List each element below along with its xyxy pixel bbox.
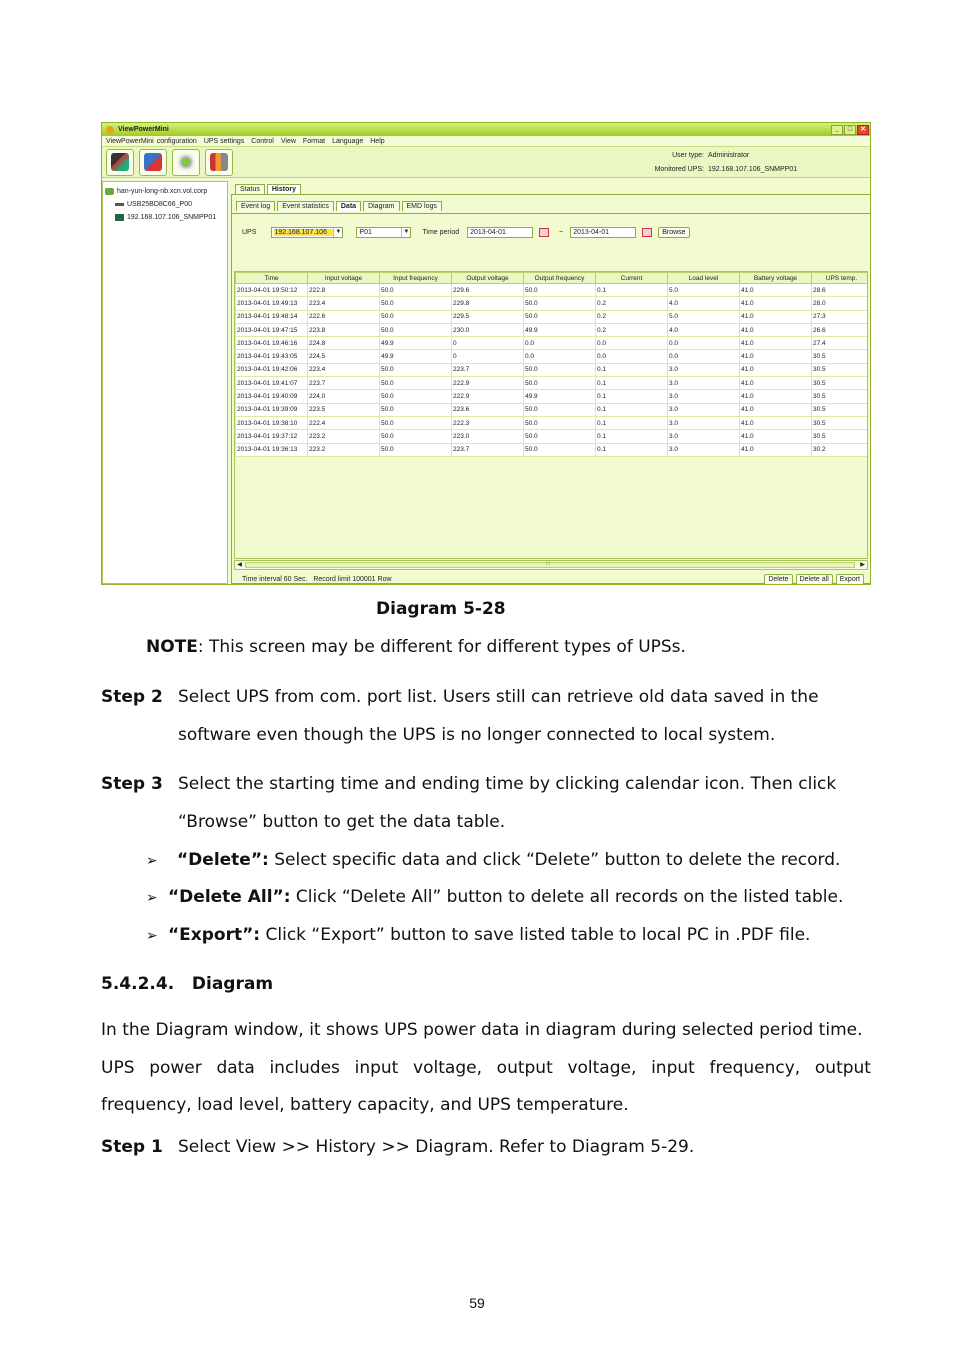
filter-bar: [242, 227, 690, 238]
data-table: [234, 271, 868, 559]
para-word: voltage,: [413, 1057, 482, 1078]
table-cell: 2013-04-01 19:40:09: [236, 390, 308, 403]
table-row[interactable]: [236, 390, 869, 403]
table-cell: 50.0: [380, 430, 452, 443]
app-icon: [106, 126, 114, 134]
table-cell: 230.0: [452, 323, 524, 336]
step-label: Step 2: [101, 687, 163, 707]
table-cell: 0.1: [596, 377, 668, 390]
table-cell: 222.9: [452, 390, 524, 403]
table-cell: 2013-04-01 19:46:16: [236, 337, 308, 350]
bullet-label: “Delete All”:: [168, 887, 291, 907]
step-2-continued: software even though the UPS is no longer connected to local system.: [178, 725, 776, 745]
tree-node-label: USB25BD8C66_P00: [127, 201, 192, 208]
table-cell: 229.5: [452, 310, 524, 323]
table-cell: 4.0: [668, 323, 740, 336]
delete-all-button[interactable]: Delete all: [796, 574, 833, 585]
table-cell: 50.0: [524, 363, 596, 376]
gear-icon: [177, 153, 195, 171]
column-header[interactable]: Load level: [668, 273, 740, 284]
table-cell: 3.0: [668, 416, 740, 429]
bullet-delete: [146, 850, 840, 871]
table-cell: 30.2: [812, 443, 869, 456]
table-cell: 0.0: [596, 350, 668, 363]
tab-status[interactable]: Status: [235, 184, 265, 194]
bullet-text: Click “Export” button to save listed table to local PC in .PDF file.: [260, 925, 811, 945]
table-cell: 50.0: [380, 443, 452, 456]
table-cell: 50.0: [380, 403, 452, 416]
table-cell: 223.0: [452, 430, 524, 443]
table-cell: 3.0: [668, 403, 740, 416]
bullet-delete-all: [146, 887, 843, 908]
scroll-right-icon[interactable]: ▶: [860, 562, 865, 568]
menu-bar: [102, 136, 870, 147]
table-cell: 41.0: [740, 337, 812, 350]
tab-data[interactable]: Data: [336, 201, 361, 211]
data-panel: [232, 213, 870, 583]
table-cell: 28.0: [812, 297, 869, 310]
table-cell: 5.0: [668, 284, 740, 297]
chevron-down-icon: ▼: [401, 228, 410, 237]
table-cell: 28.6: [812, 284, 869, 297]
step-text: Select UPS from com. port list. Users still can retrieve old data saved in the: [178, 687, 819, 707]
table-cell: 30.5: [812, 403, 869, 416]
table-row[interactable]: [236, 377, 869, 390]
table-cell: 3.0: [668, 430, 740, 443]
bullet-arrow-icon: ➢: [146, 853, 158, 869]
table-cell: 27.4: [812, 337, 869, 350]
tree-node-snmp[interactable]: [105, 211, 225, 224]
table-cell: 41.0: [740, 390, 812, 403]
table-cell: 30.5: [812, 390, 869, 403]
table-row[interactable]: [236, 416, 869, 429]
step-text: Select View >> History >> Diagram. Refer to Diagram 5-29.: [178, 1137, 695, 1157]
table-row[interactable]: [236, 337, 869, 350]
column-header[interactable]: Input voltage: [308, 273, 380, 284]
monitored-ups-label: Monitored UPS:: [654, 166, 704, 173]
chevron-down-icon: ▼: [333, 228, 342, 237]
tab-diagram[interactable]: Diagram: [363, 201, 399, 211]
ups-select-value: 192.168.107.106: [274, 229, 333, 236]
table-row[interactable]: [236, 323, 869, 336]
table-cell: 222.4: [308, 416, 380, 429]
column-header[interactable]: Current: [596, 273, 668, 284]
step-3-continued: “Browse” button to get the data table.: [178, 812, 506, 832]
table-cell: 3.0: [668, 363, 740, 376]
table-row[interactable]: [236, 284, 869, 297]
table-cell: 50.0: [524, 443, 596, 456]
table-cell: 0.1: [596, 363, 668, 376]
table-cell: 229.6: [452, 284, 524, 297]
monitored-ups-value: 192.168.107.106_SNMPP01: [708, 166, 798, 173]
table-cell: 3.0: [668, 377, 740, 390]
para-line: frequency, load level, battery capacity, and UPS temperature.: [101, 1095, 629, 1115]
settings-toolbar-button[interactable]: [172, 149, 200, 176]
table-cell: 0.0: [596, 337, 668, 350]
tab-event-log[interactable]: Event log: [236, 201, 275, 211]
bullet-text: Click “Delete All” button to delete all records on the listed table.: [290, 887, 844, 907]
calendar-icon[interactable]: [539, 228, 549, 237]
table-cell: 50.0: [380, 310, 452, 323]
network-icon: [115, 214, 124, 221]
step-3: [101, 774, 836, 794]
control-toolbar-button[interactable]: [205, 149, 233, 176]
step-1: [101, 1137, 694, 1157]
time-period-label: Time period: [422, 229, 460, 236]
table-cell: 49.9: [524, 323, 596, 336]
table-cell: 50.0: [524, 416, 596, 429]
tab-history[interactable]: History: [267, 184, 301, 194]
table-cell: 50.0: [380, 284, 452, 297]
table-cell: 50.0: [524, 403, 596, 416]
column-header[interactable]: Time: [236, 273, 308, 284]
table-cell: 224.8: [308, 337, 380, 350]
table-cell: 223.6: [452, 403, 524, 416]
column-header[interactable]: Output voltage: [452, 273, 524, 284]
section-heading: 5.4.2.4. Diagram: [101, 974, 274, 994]
table-cell: 222.8: [308, 284, 380, 297]
table-cell: 0.1: [596, 443, 668, 456]
table-cell: 0.0: [524, 337, 596, 350]
column-header[interactable]: Battery voltage: [740, 273, 812, 284]
para-word: data: [216, 1057, 255, 1078]
table-cell: 41.0: [740, 350, 812, 363]
table-cell: 41.0: [740, 430, 812, 443]
scroll-grip: III: [546, 561, 551, 567]
para-word: output: [496, 1057, 553, 1078]
table-cell: 2013-04-01 19:39:09: [236, 403, 308, 416]
table-row[interactable]: [236, 430, 869, 443]
table-cell: 30.5: [812, 377, 869, 390]
table-cell: 0.0: [668, 337, 740, 350]
table-cell: 30.5: [812, 363, 869, 376]
history-panel: [231, 194, 871, 584]
battery-icon: [210, 153, 228, 171]
table-cell: 229.8: [452, 297, 524, 310]
bullet-text: Select specific data and click “Delete” button to delete the record.: [268, 850, 841, 870]
table-cell: 224.5: [308, 350, 380, 363]
delete-button[interactable]: Delete: [764, 574, 792, 585]
table-cell: 49.9: [380, 337, 452, 350]
table-cell: 2013-04-01 19:49:13: [236, 297, 308, 310]
step-label: Step 1: [101, 1137, 163, 1157]
table-cell: 222.6: [308, 310, 380, 323]
date-separator: ~: [559, 229, 564, 236]
table-cell: 41.0: [740, 363, 812, 376]
start-date-value: 2013-04-01: [470, 229, 506, 236]
table-cell: 2013-04-01 19:43:05: [236, 350, 308, 363]
table-cell: 223.4: [308, 297, 380, 310]
table-cell: 50.0: [380, 363, 452, 376]
para-word: power: [149, 1057, 202, 1078]
menu-item-language[interactable]: Language: [332, 137, 364, 145]
menu-item-view[interactable]: View: [280, 137, 296, 145]
column-header[interactable]: UPS temp.: [812, 273, 869, 284]
record-info: Time interval 60 Sec. Record limit 100001 Row: [242, 576, 392, 583]
table-cell: 0.2: [596, 310, 668, 323]
device-tree: [102, 181, 228, 584]
para-word: frequency,: [709, 1057, 801, 1078]
table-row[interactable]: [236, 443, 869, 456]
table-cell: 3.0: [668, 443, 740, 456]
table-cell: 3.0: [668, 390, 740, 403]
menu-item-viewpowermini[interactable]: ViewPowerMini: [106, 137, 154, 145]
diagram-description: [101, 1012, 871, 1125]
table-cell: 49.9: [380, 350, 452, 363]
step-label: Step 3: [101, 774, 163, 794]
menu-item-configuration[interactable]: configuration: [156, 137, 197, 145]
table-cell: 49.9: [524, 390, 596, 403]
table-row[interactable]: [236, 403, 869, 416]
tree-node-usb[interactable]: [105, 198, 225, 211]
column-header[interactable]: Output frequency: [524, 273, 596, 284]
export-button[interactable]: Export: [836, 574, 864, 585]
app-title: ViewPowerMini: [118, 126, 169, 133]
table-cell: 41.0: [740, 284, 812, 297]
tree-root-label: han-yun-long-nb.xcn.vol.corp: [117, 188, 208, 195]
table-cell: 50.0: [380, 390, 452, 403]
figure-caption: Diagram 5-28: [376, 599, 506, 619]
table-cell: 26.6: [812, 323, 869, 336]
tab-emd-logs[interactable]: EMD logs: [402, 201, 442, 211]
tab-event-statistics[interactable]: Event statistics: [277, 201, 334, 211]
table-cell: 2013-04-01 19:37:12: [236, 430, 308, 443]
table-cell: 0.1: [596, 403, 668, 416]
table-cell: 0.1: [596, 284, 668, 297]
table-row[interactable]: [236, 363, 869, 376]
para-word: voltage,: [567, 1057, 637, 1078]
table-cell: 223.2: [308, 430, 380, 443]
para-word: UPS: [101, 1057, 135, 1078]
table-cell: 0: [452, 350, 524, 363]
bullet-label: “Delete”:: [177, 850, 269, 870]
table-cell: 50.0: [524, 430, 596, 443]
table-row[interactable]: [236, 310, 869, 323]
table-row[interactable]: [236, 297, 869, 310]
note-label: NOTE: [146, 637, 198, 657]
table-cell: 2013-04-01 19:42:06: [236, 363, 308, 376]
table-cell: 30.5: [812, 350, 869, 363]
table-cell: 41.0: [740, 323, 812, 336]
calendar-icon[interactable]: [642, 228, 652, 237]
monitor-toolbar-button[interactable]: [106, 149, 134, 176]
scroll-left-icon[interactable]: ◀: [237, 562, 242, 568]
table-cell: 50.0: [380, 297, 452, 310]
table-cell: 50.0: [524, 297, 596, 310]
title-bar: [102, 123, 870, 136]
minimize-button[interactable]: _: [831, 125, 843, 135]
column-header[interactable]: Input frequency: [380, 273, 452, 284]
browse-button[interactable]: Browse: [658, 227, 689, 238]
table-cell: 41.0: [740, 403, 812, 416]
user-type-value: Administrator: [708, 152, 750, 159]
content-pane: [231, 181, 871, 584]
table-cell: 0.1: [596, 416, 668, 429]
end-date-input[interactable]: [570, 227, 636, 238]
table-cell: 30.5: [812, 416, 869, 429]
bullet-label: “Export”:: [168, 925, 261, 945]
table-cell: 2013-04-01 19:50:12: [236, 284, 308, 297]
scroll-thumb[interactable]: [245, 562, 855, 568]
table-cell: 223.8: [308, 323, 380, 336]
bullet-arrow-icon: ➢: [146, 928, 158, 944]
para-word: input: [354, 1057, 399, 1078]
close-button[interactable]: ✕: [857, 125, 869, 135]
ups-label: UPS: [242, 229, 257, 236]
table-cell: 222.9: [452, 377, 524, 390]
table-cell: 2013-04-01 19:48:14: [236, 310, 308, 323]
table-cell: 50.0: [380, 416, 452, 429]
table-cell: 222.3: [452, 416, 524, 429]
table-cell: 223.2: [308, 443, 380, 456]
para-word: output: [814, 1057, 871, 1078]
bullet-export: [146, 925, 810, 946]
table-cell: 2013-04-01 19:36:13: [236, 443, 308, 456]
horizontal-scrollbar[interactable]: [234, 560, 868, 570]
monitor-icon: [111, 153, 129, 171]
table-cell: 0.1: [596, 390, 668, 403]
para-word: includes: [269, 1057, 340, 1078]
app-screenshot: [101, 122, 871, 585]
table-cell: 0.2: [596, 323, 668, 336]
table-cell: 41.0: [740, 297, 812, 310]
menu-item-ups-settings[interactable]: UPS settings: [203, 137, 245, 145]
table-cell: 2013-04-01 19:38:10: [236, 416, 308, 429]
table-row[interactable]: [236, 350, 869, 363]
table-cell: 0.0: [524, 350, 596, 363]
table-cell: 223.7: [308, 377, 380, 390]
table-cell: 223.4: [308, 363, 380, 376]
table-cell: 2013-04-01 19:47:15: [236, 323, 308, 336]
end-date-value: 2013-04-01: [573, 229, 610, 236]
start-date-input[interactable]: [467, 227, 533, 238]
table-cell: 0: [452, 337, 524, 350]
para-line: [101, 1050, 871, 1088]
table-cell: 41.0: [740, 310, 812, 323]
bullet-arrow-icon: ➢: [146, 890, 158, 906]
usb-icon: [115, 203, 124, 206]
table-cell: 0.2: [596, 297, 668, 310]
note-text: : This screen may be different for different types of UPSs.: [197, 637, 686, 657]
table-cell: 4.0: [668, 297, 740, 310]
table-cell: 30.5: [812, 430, 869, 443]
menu-item-help[interactable]: Help: [370, 137, 385, 145]
configuration-icon: [144, 153, 162, 171]
table-cell: 41.0: [740, 377, 812, 390]
note-paragraph: [146, 637, 686, 657]
computer-icon: [105, 188, 114, 195]
table-cell: 41.0: [740, 443, 812, 456]
table-cell: 27.3: [812, 310, 869, 323]
user-type-label: User type:: [672, 152, 704, 159]
tree-node-label: 192.168.107.106_SNMPP01: [127, 214, 217, 221]
table-cell: 224.0: [308, 390, 380, 403]
maximize-button[interactable]: □: [844, 125, 856, 135]
toolbar: [102, 147, 870, 178]
table-cell: 223.7: [452, 363, 524, 376]
user-info: [648, 149, 808, 177]
para-word: input: [651, 1057, 695, 1078]
table-cell: 2013-04-01 19:41:07: [236, 377, 308, 390]
menu-item-control[interactable]: Control: [251, 137, 274, 145]
table-cell: 50.0: [524, 377, 596, 390]
para-line: In the Diagram window, it shows UPS power data in diagram during selected period time.: [101, 1020, 863, 1040]
table-cell: 50.0: [380, 377, 452, 390]
table-cell: 223.5: [308, 403, 380, 416]
table-cell: 0.1: [596, 430, 668, 443]
port-select-value: P01: [359, 229, 372, 236]
config-toolbar-button[interactable]: [139, 149, 167, 176]
table-cell: 0.0: [668, 350, 740, 363]
table-cell: 5.0: [668, 310, 740, 323]
table-cell: 223.7: [452, 443, 524, 456]
table-footer: [242, 574, 864, 585]
ups-select[interactable]: [271, 227, 343, 238]
table-cell: 50.0: [524, 284, 596, 297]
port-select[interactable]: [356, 227, 411, 238]
table-cell: 50.0: [524, 310, 596, 323]
page-number: 59: [469, 1295, 485, 1311]
step-2: [101, 687, 819, 707]
table-cell: 50.0: [380, 323, 452, 336]
step-text: Select the starting time and ending time by clicking calendar icon. Then click: [178, 774, 837, 794]
tree-root-node[interactable]: [105, 185, 225, 198]
menu-item-format[interactable]: Format: [302, 137, 326, 145]
table-cell: 41.0: [740, 416, 812, 429]
